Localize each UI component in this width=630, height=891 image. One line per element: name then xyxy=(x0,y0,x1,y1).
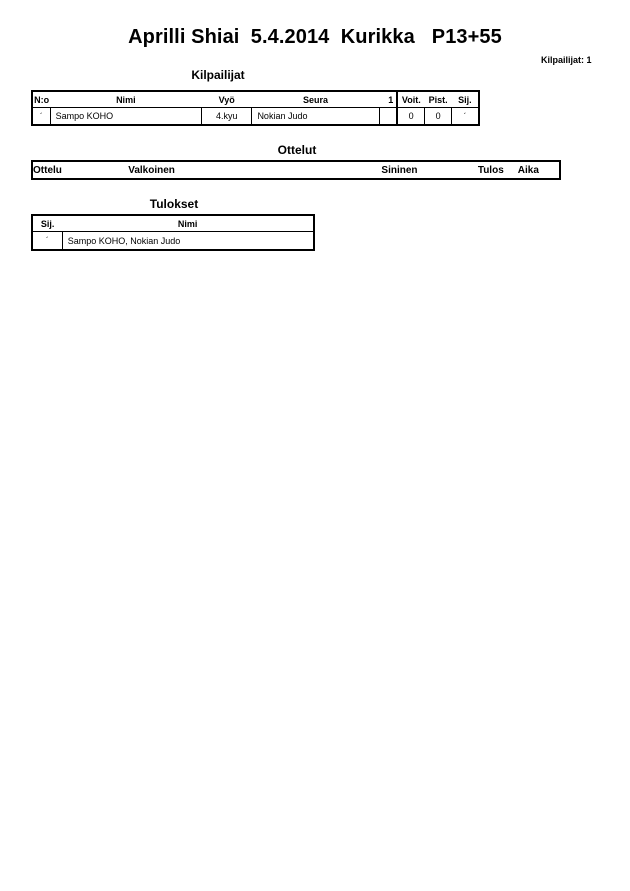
col-wins: Voit. xyxy=(397,91,424,108)
competitors-table xyxy=(31,90,480,126)
col-points: Pist. xyxy=(424,91,451,108)
matches-table xyxy=(31,160,561,180)
matches-heading: Ottelut xyxy=(277,143,317,157)
col-blue: Sininen xyxy=(381,164,418,176)
col-no: N:o xyxy=(32,91,50,108)
result-place: ´ xyxy=(32,232,62,251)
competitor-count: Kilpailijat: 1 xyxy=(541,55,592,65)
competitor-place: ´ xyxy=(452,108,479,126)
competitor-no: ´ xyxy=(32,108,50,126)
col-place: Sij. xyxy=(452,91,479,108)
table-row xyxy=(32,108,479,126)
matches-header-row xyxy=(32,161,560,179)
competitor-club: Nokian Judo xyxy=(252,108,379,126)
competitor-belt: 4.kyu xyxy=(202,108,252,126)
col-result-name: Nimi xyxy=(62,215,314,232)
col-time: Aika xyxy=(517,164,539,176)
col-name: Nimi xyxy=(50,91,201,108)
competitor-wins: 0 xyxy=(397,108,424,126)
competitors-header-row xyxy=(32,91,479,108)
col-club: Seura xyxy=(252,91,379,108)
col-result: Tulos xyxy=(477,164,504,176)
col-match: Ottelu xyxy=(33,164,62,176)
competitor-pool-cell xyxy=(379,108,397,126)
results-table xyxy=(31,214,315,251)
results-heading: Tulokset xyxy=(149,197,199,211)
table-row xyxy=(32,232,314,251)
competitor-name: Sampo KOHO xyxy=(50,108,201,126)
col-result-place: Sij. xyxy=(32,215,62,232)
competitors-heading: Kilpailijat xyxy=(191,68,245,82)
competitor-points: 0 xyxy=(424,108,451,126)
col-white: Valkoinen xyxy=(128,164,175,176)
col-pool: 1 xyxy=(379,91,397,108)
results-header-row xyxy=(32,215,314,232)
col-belt: Vyö xyxy=(202,91,252,108)
result-name: Sampo KOHO, Nokian Judo xyxy=(67,235,181,246)
page-title: Aprilli Shiai 5.4.2014 Kurikka P13+55 xyxy=(128,26,502,48)
